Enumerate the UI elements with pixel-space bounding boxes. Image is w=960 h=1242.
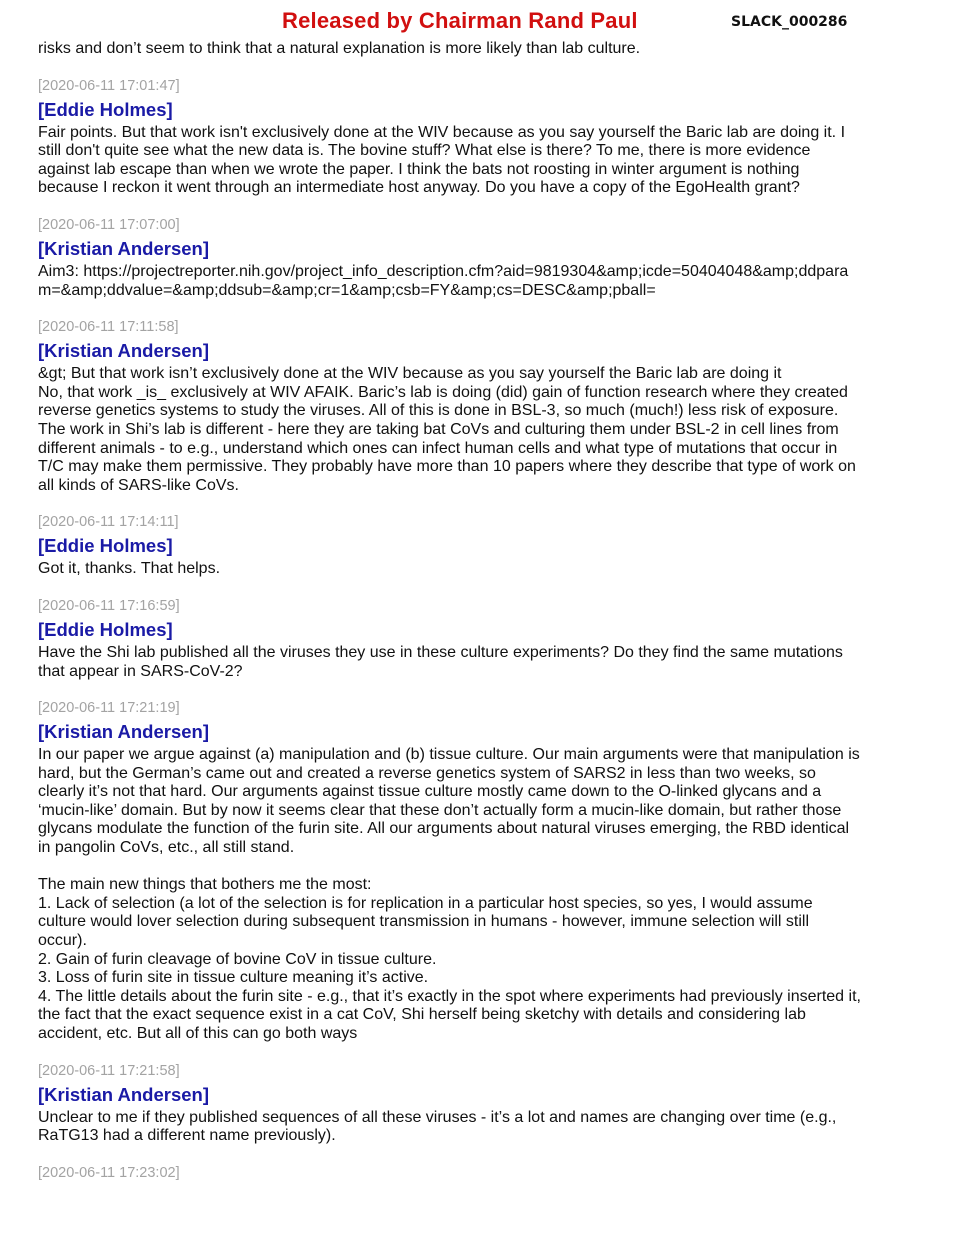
message-body [38, 365, 928, 495]
message-text-line: glycans modulate the function of the furin site. All our arguments about natural viruses emerging, the RBD identical [38, 820, 850, 838]
message-timestamp: [2020-06-11 17:23:02] [38, 1164, 180, 1181]
message-text-line: occur). [38, 932, 87, 950]
release-title: Released by Chairman Rand Paul [282, 8, 638, 33]
message-text-line: 4. The little details about the furin site - e.g., that it’s exactly in the spot where experiments had previously inserted it, [38, 987, 861, 1005]
message-timestamp: [2020-06-11 17:11:58] [38, 319, 179, 336]
message-author: [Kristian Andersen] [38, 340, 209, 362]
bates-number: SLACK_000286 [731, 14, 848, 30]
message-text-line: the fact that the exact sequence exist in a cat CoV, Shi herself being sketchy with details and considering lab [38, 1006, 806, 1024]
message-text-line: still don't quite see what the new data is. The bovine stuff? What else is there? To me, there is more evidence [38, 142, 811, 160]
message-list [38, 77, 928, 1182]
message [38, 216, 928, 300]
message-body [38, 746, 928, 1044]
message-author: [Kristian Andersen] [38, 1083, 209, 1105]
message-timestamp: [2020-06-11 17:14:11] [38, 514, 179, 531]
message-author: [Eddie Holmes] [38, 618, 173, 640]
message-text-line: The work in Shi’s lab is different - here they are taking bat CoVs and culturing them under BSL-2 in cell lines from [38, 420, 839, 438]
message-text-line: 2. Gain of furin cleavage of bovine CoV in tissue culture. [38, 950, 437, 968]
message-text-line: clearly it’s not that hard. Our arguments against tissue culture mostly came down to the O-linked glycans and a [38, 783, 822, 801]
message [38, 1164, 928, 1182]
message-text-line: The main new things that bothers me the most: [38, 876, 372, 894]
message [38, 597, 928, 681]
message-text-line: accident, etc. But all of this can go both ways [38, 1025, 358, 1042]
message-text-line: Got it, thanks. That helps. [38, 560, 221, 578]
message-text-line: Fair points. But that work isn't exclusively done at the WIV because as you say yourself the Baric lab are doing it. I [38, 123, 846, 141]
message-author: [Eddie Holmes] [38, 535, 173, 557]
message-timestamp: [2020-06-11 17:21:19] [38, 700, 180, 717]
message-text-line: culture would lover selection during subsequent transmission in humans - however, immune selection will still [38, 913, 810, 931]
message [38, 699, 928, 1044]
message-text-line: because I reckon it went through an intermediate host anyway. Do you have a copy of the EgoHealth grant? [38, 179, 800, 197]
message [38, 318, 928, 495]
message-body [38, 1109, 928, 1146]
message [38, 1062, 928, 1146]
message-text-line: hard, but the German’s came out and created a reverse genetics system of SARS2 in less than two weeks, so [38, 764, 816, 782]
message-author: [Eddie Holmes] [38, 98, 173, 120]
page-header [0, 6, 960, 38]
message [38, 77, 928, 198]
message-timestamp: [2020-06-11 17:07:00] [38, 216, 180, 233]
message-body [38, 644, 928, 681]
message-text-line: that appear in SARS-CoV-2? [38, 662, 243, 680]
message-log [38, 40, 928, 1186]
blank-line [38, 858, 928, 877]
top-continuation [38, 40, 928, 59]
message-text-line: reverse genetics systems to study the viruses. All of this is done in BSL-3, so much (much!) less risk of exposure. [38, 402, 839, 420]
message-text-line: Aim3: https://projectreporter.nih.gov/project_info_description.cfm?aid=9819304&amp;icde=50404048&amp;ddpara [38, 262, 849, 280]
message-text-line: In our paper we argue against (a) manipulation and (b) tissue culture. Our main arguments were that manipulation is [38, 746, 860, 764]
message-text-line: against lab escape than when we wrote the paper. I think the bats not roosting in winter argument is nothing [38, 160, 800, 178]
message-timestamp: [2020-06-11 17:01:47] [38, 77, 180, 94]
message-body [38, 263, 928, 300]
message [38, 513, 928, 579]
message-timestamp: [2020-06-11 17:21:58] [38, 1062, 180, 1079]
message-body [38, 124, 928, 198]
message-text-line: m=&amp;ddvalue=&amp;ddsub=&amp;cr=1&amp;csb=FY&amp;cs=DESC&amp;pball= [38, 281, 656, 299]
message-text-line: RaTG13 had a different name previously). [38, 1127, 336, 1145]
message-text-line: in pangolin CoVs, etc., all still stand. [38, 839, 295, 857]
message-text-line: Have the Shi lab published all the viruses they use in these culture experiments? Do they find the same mutations [38, 643, 843, 661]
message-timestamp: [2020-06-11 17:16:59] [38, 597, 180, 614]
message-author: [Kristian Andersen] [38, 721, 209, 743]
message-text-line: &gt; But that work isn’t exclusively done at the WIV because as you say yourself the Baric lab are doing it [38, 365, 782, 383]
message-text-line: all kinds of SARS-like CoVs. [38, 476, 239, 494]
message-text-line: 3. Loss of furin site in tissue culture meaning it’s active. [38, 969, 429, 987]
message-text-line: Unclear to me if they published sequences of all these viruses - it’s a lot and names are changing over time (e.g., [38, 1108, 837, 1126]
message-author: [Kristian Andersen] [38, 237, 209, 259]
message-text-line: ‘mucin-like’ domain. But by now it seems clear that these don’t actually form a mucin-like domain, but rather those [38, 801, 842, 819]
message-text-line: 1. Lack of selection (a lot of the selection is for replication in a particular host species, so yes, I would assume [38, 894, 813, 912]
message-text-line: No, that work _is_ exclusively at WIV AFAIK. Baric’s lab is doing (did) gain of function research where they created [38, 383, 848, 401]
message-text-line: different animals - to e.g., understand which ones can infect human cells and what type of mutations that occur in [38, 439, 838, 457]
continuation-line: risks and don’t seem to think that a natural explanation is more likely than lab culture. [38, 40, 641, 57]
message-text-line: T/C may make them permissive. They probably have more than 10 papers where they describe that type of work on [38, 458, 856, 476]
message-body [38, 560, 928, 579]
